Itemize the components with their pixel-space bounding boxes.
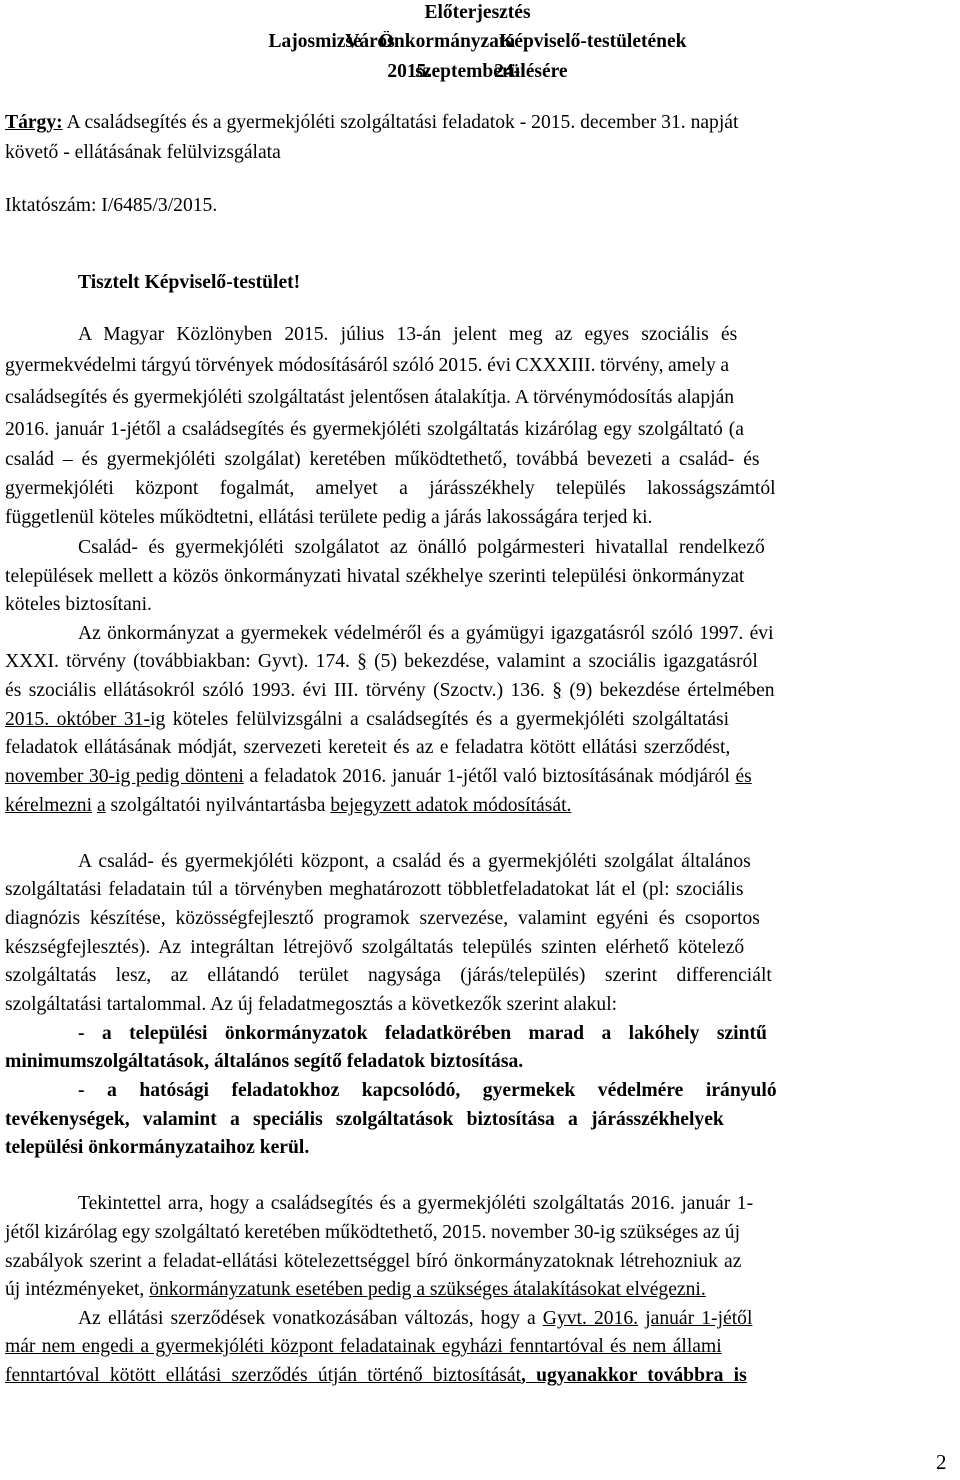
p3-text-3a: és szociális ellátásokról szóló 1993. évi III. törvény (Szoctv.) 136. bbox=[5, 680, 553, 701]
p1-text-1: A Magyar Közlönyben 2015. július 13-án jelent meg az egyes szociális és bbox=[78, 324, 738, 345]
p3-underlined-a: a bbox=[96, 795, 106, 816]
p3-underlined-modification: bejegyzett adatok módosítását. bbox=[330, 795, 572, 816]
section-sign: § bbox=[357, 651, 367, 672]
p3-underlined-and: és bbox=[735, 766, 752, 787]
p4-line-5: szolgáltatás lesz, az ellátandó terület nagysága (járás/település) szerint differenciált bbox=[5, 965, 772, 986]
p6-text-1: Az ellátási szerződések vonatkozásában változás, hogy a bbox=[78, 1308, 543, 1329]
p3-text-7: szolgáltatói nyilvántartásba bbox=[105, 795, 331, 816]
p3-text-2a: XXXI. törvény (továbbiakban: Gyvt). 174. bbox=[5, 651, 358, 672]
bullet-1-line-1: - a települési önkormányzatok feladatkörében marad a lakóhely szintű bbox=[78, 1023, 767, 1044]
p6-underlined-date: január 1-jétől bbox=[645, 1308, 753, 1329]
decision-deadline-underlined: november 30-ig pedig dönteni bbox=[5, 766, 244, 787]
p1-line-4: 2016. január 1-jétől a családsegítés és gyermekjóléti szolgáltatás kizárólag egy szolgáltató (a bbox=[5, 419, 744, 440]
p6-bold-underlined: , ugyanakkor továbbra is bbox=[521, 1365, 747, 1386]
council-name: Lajosmizse Város Önkormányzata Képviselő-testületének bbox=[268, 31, 687, 52]
p1-line-3: családsegítés és gyermekjóléti szolgáltatást jelentősen átalakítja. A törvénymódosítás alapján bbox=[5, 387, 735, 408]
document-title: Előterjesztés bbox=[424, 2, 531, 23]
p4-line-4: készségfejlesztés). Az integráltan létrejövő szolgáltatás település szinten elérhető kötelező bbox=[5, 937, 745, 958]
bullet-2-line-2: tevékenységek, valamint a speciális szolgáltatások biztosítása a járásszékhelyek bbox=[5, 1109, 724, 1130]
p1-line-5: család – és gyermekjóléti szolgálat) keretében működtethető, továbbá bevezeti a család- és bbox=[5, 449, 760, 470]
subject-text: A családsegítés és a gyermekjóléti szolgáltatási feladatok - 2015. december 31. napját bbox=[62, 112, 739, 133]
p3-line-6 bbox=[5, 767, 752, 787]
p6-underlined-gyvt: Gyvt. 2016. bbox=[542, 1308, 639, 1329]
p1-line-6: gyermekjóléti központ fogalmát, amelyet a járásszékhely település lakosságszámtól bbox=[5, 478, 776, 499]
p5-text-4: új intézményeket, bbox=[5, 1279, 150, 1300]
p3-text-4: ig köteles felülvizsgálni a családsegítés és a gyermekjóléti szolgáltatási bbox=[150, 709, 730, 730]
p5-underlined: önkormányzatunk esetében pedig a szükséges átalakításokat elvégezni. bbox=[149, 1279, 706, 1300]
p3-line-2 bbox=[5, 652, 758, 672]
p5-line-2: jétől kizárólag egy szolgáltató keretében működtethető, 2015. november 30-ig szükséges az új bbox=[5, 1222, 741, 1243]
p6-line-3 bbox=[5, 1366, 747, 1386]
p2-line-3: köteles biztosítani. bbox=[5, 594, 152, 615]
p3-line-3 bbox=[5, 681, 775, 701]
p4-line-2: szolgáltatási feladatain túl a törvényben meghatározott többletfeladatokat lát el (pl: szociális bbox=[5, 879, 744, 900]
p5-line-3: szabályok szerint a feladat-ellátási kötelezettséggel bíró önkormányzatoknak létrehozniuk az bbox=[5, 1251, 742, 1272]
p3-line-5: feladatok ellátásának módját, szervezeti kereteit és az e feladatra kötött ellátási szerződést, bbox=[5, 737, 731, 758]
salutation: Tisztelt Képviselő-testület! bbox=[78, 272, 301, 293]
p5-line-1: Tekintettel arra, hogy a családsegítés és a gyermekjóléti szolgáltatás 2016. január 1- bbox=[78, 1193, 754, 1214]
file-number: Iktatószám: I/6485/3/2015. bbox=[5, 195, 218, 216]
p3-line-1: Az önkormányzat a gyermekek védelméről és a gyámügyi igazgatásról szóló 1997. évi bbox=[78, 623, 774, 644]
subject-label: Tárgy: bbox=[5, 112, 63, 133]
p4-line-3: diagnózis készítése, közösségfejlesztő programok szervezése, valamint egyéni és csoportos bbox=[5, 908, 760, 929]
p3-line-4 bbox=[5, 710, 729, 730]
meeting-date: 2015. szeptember 24-i ülésére bbox=[387, 61, 568, 82]
p6-line-1 bbox=[78, 1309, 752, 1329]
bullet-2-line-1: - a hatósági feladatokhoz kapcsolódó, gyermekek védelmére irányuló bbox=[78, 1080, 777, 1101]
p6-line-2: már nem engedi a gyermekjóléti központ feladatainak egyházi fenntartóval és nem állami bbox=[5, 1336, 722, 1357]
subject-line-2: követő - ellátásának felülvizsgálata bbox=[5, 142, 281, 163]
p3-text-2b: (5) bekezdése, valamint a szociális igazgatásról bbox=[366, 651, 758, 672]
bullet-2-line-3: települési önkormányzataihoz kerül. bbox=[5, 1137, 310, 1158]
p4-line-6: szolgáltatási tartalommal. Az új feladatmegosztás a következők szerint alakul: bbox=[5, 994, 618, 1015]
p5-line-4 bbox=[5, 1280, 706, 1300]
p2-line-1: Család- és gyermekjóléti szolgálatot az önálló polgármesteri hivatallal rendelkező bbox=[78, 537, 765, 558]
p3-underlined-request: kérelmezni bbox=[5, 795, 93, 816]
p1-line-7: függetlenül köteles működtetni, ellátási területe pedig a járás lakosságára terjed ki. bbox=[5, 507, 653, 528]
deadline-underlined: 2015. október 31- bbox=[5, 709, 151, 730]
p2-line-2: települések mellett a közös önkormányzati hivatal székhelye szerinti települési önkormányzat bbox=[5, 566, 745, 587]
p6-underlined: fenntartóval kötött ellátási szerződés útján történő biztosítását bbox=[5, 1365, 522, 1386]
p1-line-1 bbox=[78, 325, 955, 345]
bullet-1-line-2: minimumszolgáltatások, általános segítő feladatok biztosítása. bbox=[5, 1051, 524, 1072]
p3-line-7 bbox=[5, 796, 571, 816]
section-sign: § bbox=[552, 680, 562, 701]
p1-line-2: gyermekvédelmi tárgyú törvények módosításáról szóló 2015. évi CXXXIII. törvény, amely a bbox=[5, 355, 730, 376]
p4-line-1: A család- és gyermekjóléti központ, a család és a gyermekjóléti szolgálat általános bbox=[78, 851, 751, 872]
p3-text-3b: (9) bekezdése értelmében bbox=[561, 680, 775, 701]
p3-text-6: a feladatok 2016. január 1-jétől való biztosításának módjáról bbox=[243, 766, 736, 787]
subject-line-1 bbox=[5, 113, 955, 133]
page-number: 2 bbox=[936, 1450, 947, 1474]
